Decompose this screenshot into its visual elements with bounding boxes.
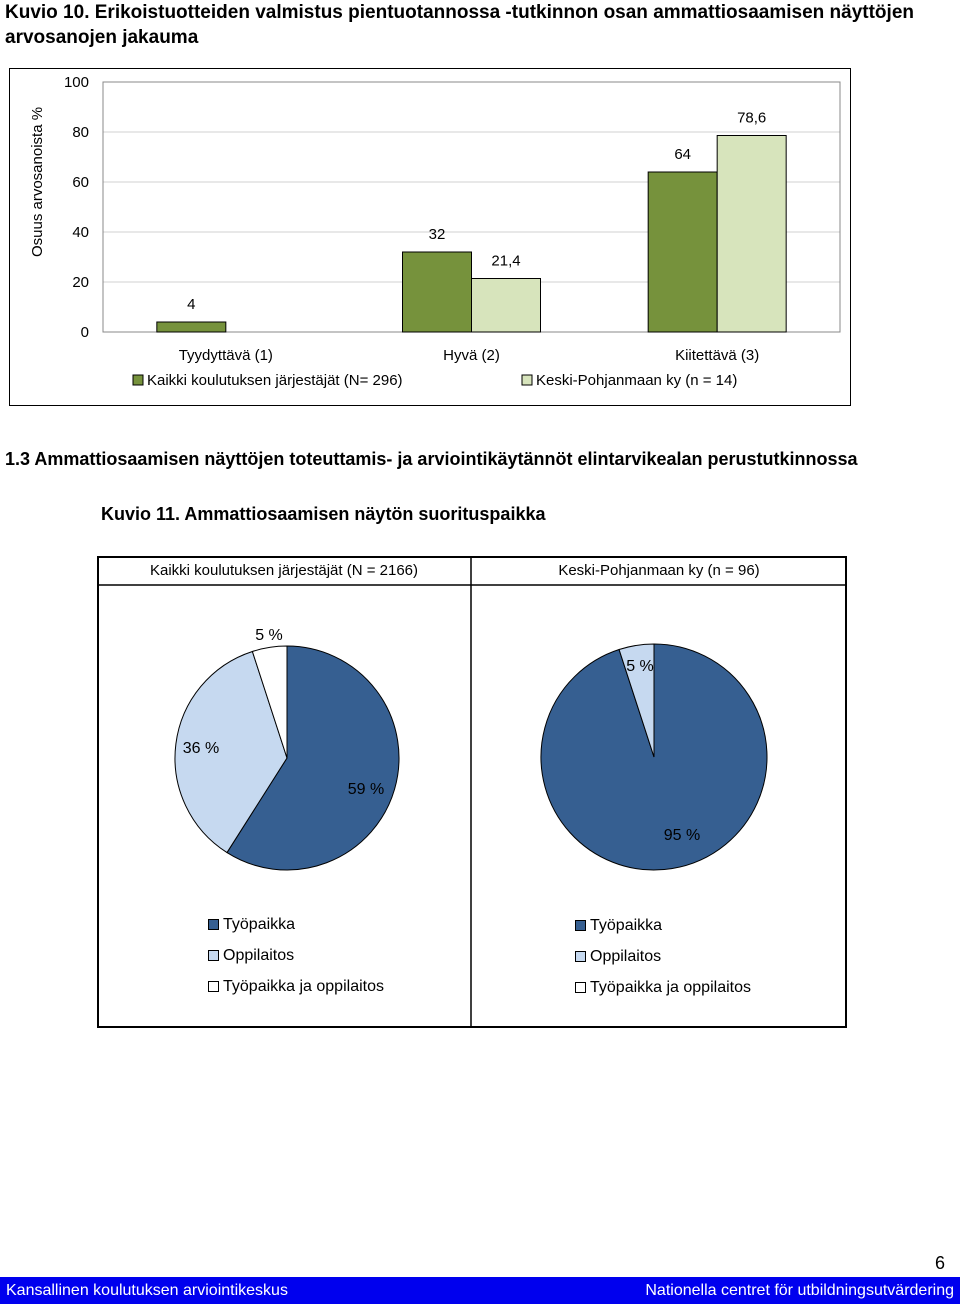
footer-bar xyxy=(0,1277,960,1304)
legend-swatch-icon xyxy=(575,951,586,962)
figure-10-title: Kuvio 10. Erikoistuotteiden valmistus pientuotannossa -tutkinnon osan ammattiosaamisen näyttöjen arvosanojen jakauma xyxy=(5,2,914,48)
legend-swatch-icon xyxy=(208,981,219,992)
pie-2-title: Keski-Pohjanmaan ky (n = 96) xyxy=(558,562,760,579)
legend-label: Työpaikka xyxy=(590,917,663,934)
legend-label: Oppilaitos xyxy=(223,947,295,964)
footer-left-text: Kansallinen koulutuksen arviointikeskus xyxy=(6,1282,288,1299)
x-tick-label: Hyvä (2) xyxy=(443,347,500,364)
legend-item xyxy=(208,971,384,1002)
legend-item xyxy=(575,972,751,1003)
legend-label: Työpaikka ja oppilaitos xyxy=(223,978,384,995)
legend-swatch-icon xyxy=(208,919,219,930)
data-label: 32 xyxy=(428,226,446,243)
pie-data-label: 95 % xyxy=(663,827,701,844)
data-label: 21,4 xyxy=(491,252,521,270)
legend-item xyxy=(208,909,384,940)
y-axis-label: Osuus arvosanoista % xyxy=(29,106,46,258)
legend-item xyxy=(208,940,384,971)
pie-data-label: 59 % xyxy=(347,781,385,798)
footer-right-text: Nationella centret för utbildningsutvärdering xyxy=(645,1282,954,1299)
pie-data-label: 36 % xyxy=(182,740,220,757)
data-label: 78,6 xyxy=(737,109,767,127)
legend-swatch-icon xyxy=(575,982,586,993)
legend-swatch-icon xyxy=(208,950,219,961)
x-tick-label: Tyydyttävä (1) xyxy=(178,347,273,364)
pie-2-legend xyxy=(575,910,751,1003)
section-heading: 1.3 Ammattiosaamisen näyttöjen toteuttamis- ja arviointikäytännöt elintarvikealan perustutkinnossa xyxy=(5,449,858,469)
data-label: 4 xyxy=(187,296,196,313)
pie-1-legend xyxy=(208,909,384,1002)
data-label: 64 xyxy=(674,146,692,163)
y-tick-label: 40 xyxy=(72,224,89,241)
page-number: 6 xyxy=(935,1253,946,1273)
pie-data-label: 5 % xyxy=(626,658,654,675)
y-tick-label: 60 xyxy=(72,174,89,191)
y-tick-label: 100 xyxy=(63,74,89,91)
legend-swatch-icon xyxy=(575,920,586,931)
pie-1-title: Kaikki koulutuksen järjestäjät (N = 2166) xyxy=(149,562,419,579)
x-tick-label: Kiitettävä (3) xyxy=(675,347,760,364)
legend-label: Kaikki koulutuksen järjestäjät (N= 296) xyxy=(147,372,403,389)
legend-label: Keski-Pohjanmaan ky (n = 14) xyxy=(536,372,738,389)
y-tick-label: 0 xyxy=(80,324,89,341)
legend-label: Työpaikka xyxy=(223,916,296,933)
legend-label: Oppilaitos xyxy=(590,948,662,965)
pie-data-label: 5 % xyxy=(255,627,283,644)
y-tick-label: 80 xyxy=(72,124,89,141)
legend-label: Työpaikka ja oppilaitos xyxy=(590,979,751,996)
legend-item xyxy=(575,941,751,972)
legend-item xyxy=(575,910,751,941)
y-tick-label: 20 xyxy=(72,274,89,291)
figure-11-title: Kuvio 11. Ammattiosaamisen näytön suorituspaikka xyxy=(101,504,546,524)
